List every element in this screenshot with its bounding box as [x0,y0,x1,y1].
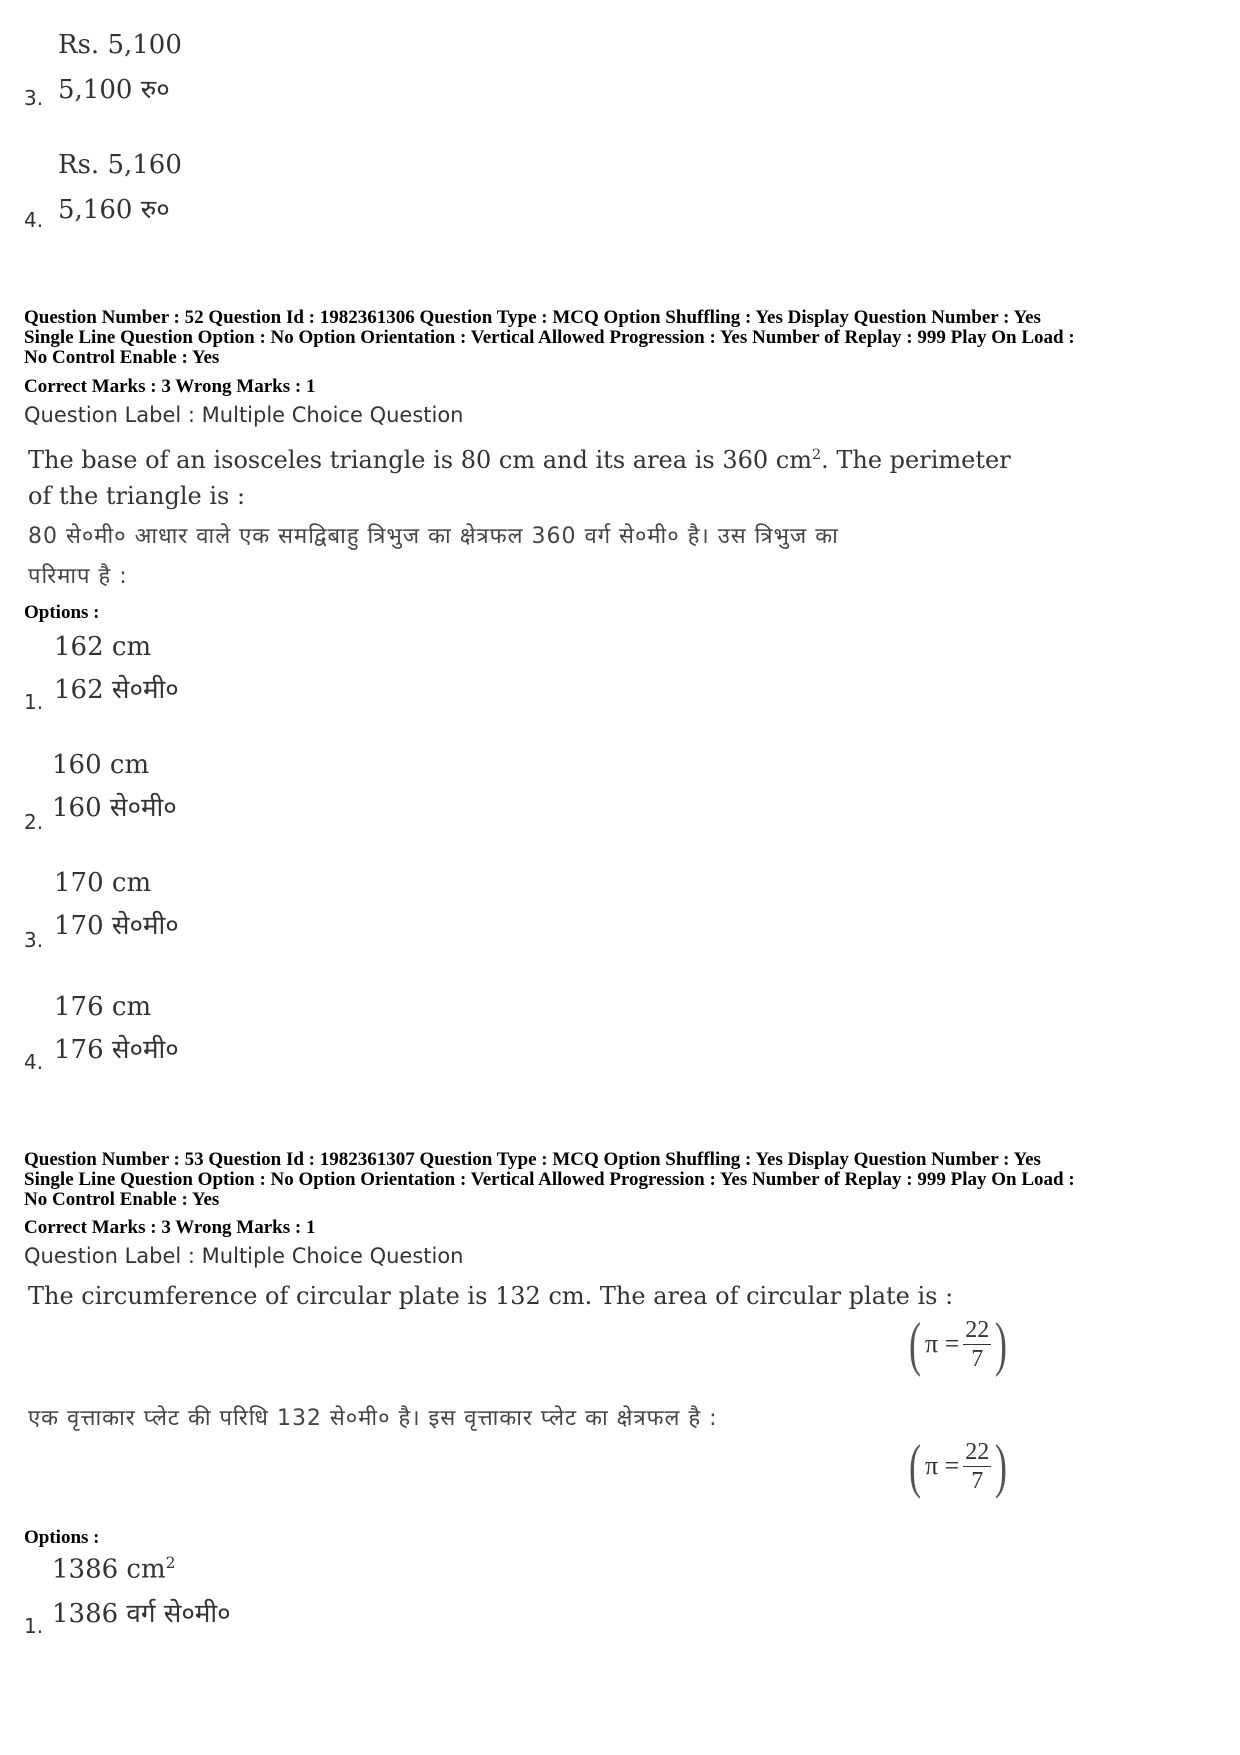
q52-option-4-english[interactable]: 176 cm [54,992,152,1022]
q52-option-1-english[interactable]: 162 cm [54,632,152,662]
pi-numerator: 22 [965,1316,990,1343]
q52-question-text-en: The base of an isosceles triangle is 80 cm and its area is 360 $cm^2$. The perimeter [28,446,1011,474]
q52-options-label: Options : [24,602,100,623]
paren-right: ) [995,1311,1008,1377]
paren-left: ( [908,1433,921,1499]
q52-meta-line2: Single Line Question Option : No Option Orientation : Vertical Allowed Progression : Yes Number of Replay : 999 Play On Load : [24,327,1075,348]
q53-question-text-hi: एक वृत्ताकार प्लेट की परिधि 132 से०मी० है। इस वृत्ताकार प्लेट का क्षेत्रफल है : [28,1406,718,1431]
q52-question-text-hi-line2: परिमाप है : [28,564,128,589]
q52-question-text-hi: 80 से०मी० आधार वाले एक समद्विबाहु त्रिभुज का क्षेत्रफल 360 वर्ग से०मी० है। उस त्रिभुज का [28,524,839,549]
pi-numerator: 22 [965,1438,990,1465]
paren-left: ( [908,1311,921,1377]
q53-pi-formula-1 [905,1311,1011,1377]
q52-meta-line3: No Control Enable : Yes [24,347,220,368]
q53-meta-line2: Single Line Question Option : No Option Orientation : Vertical Allowed Progression : Yes Number of Replay : 999 Play On Load : [24,1169,1075,1190]
q53-question-text-en: The circumference of circular plate is 132 cm. The area of circular plate is : [28,1282,954,1310]
pi-symbol: π = [924,1451,960,1480]
q53-meta-line3: No Control Enable : Yes [24,1189,220,1210]
pi-symbol: π = [924,1329,960,1358]
q52-option-3-hindi[interactable]: 170 से०मी० [54,911,179,941]
q53-meta-line1: Question Number : 53 Question Id : 1982361307 Question Type : MCQ Option Shuffling : Yes Display Question Number : Yes [24,1149,1041,1170]
q52-option-4-number: 4. [24,1050,44,1074]
q52-option-2-number: 2. [24,810,44,834]
pi-fraction [963,1316,991,1373]
q53-option-1-number: 1. [24,1614,44,1638]
paren-right: ) [995,1433,1008,1499]
q53-option-1-hindi[interactable]: 1386 वर्ग से०मी० [52,1599,231,1629]
q53-pi-formula-2 [905,1433,1011,1499]
q52-marks: Correct Marks : 3 Wrong Marks : 1 [24,376,316,397]
pi-fraction [963,1438,991,1495]
option-4-english: Rs. 5,160 [58,150,182,180]
q53-option-1-english[interactable]: 1386 $cm^2$ [52,1554,176,1585]
pi-denominator: 7 [971,1345,984,1372]
option-3-number: 3. [24,86,44,110]
q52-option-3-english[interactable]: 170 cm [54,868,152,898]
option-4-hindi: 5,160 रु० [58,195,170,225]
option-4-number: 4. [24,208,44,232]
q53-question-label: Question Label : Multiple Choice Question [24,1244,464,1268]
q53-options-label: Options : [24,1527,100,1548]
option-3-hindi: 5,100 रु० [58,75,170,105]
q52-option-3-number: 3. [24,928,44,952]
q52-meta-line1: Question Number : 52 Question Id : 1982361306 Question Type : MCQ Option Shuffling : Yes Display Question Number : Yes [24,307,1041,328]
q52-option-1-number: 1. [24,690,44,714]
option-3-english: Rs. 5,100 [58,30,182,60]
q53-marks: Correct Marks : 3 Wrong Marks : 1 [24,1217,316,1238]
q52-option-1-hindi[interactable]: 162 से०मी० [54,675,179,705]
pi-denominator: 7 [971,1467,984,1494]
q52-question-text-en-line2: of the triangle is : [28,482,246,510]
q52-option-4-hindi[interactable]: 176 से०मी० [54,1035,179,1065]
q52-option-2-hindi[interactable]: 160 से०मी० [52,793,177,823]
q52-option-2-english[interactable]: 160 cm [52,750,150,780]
q52-question-label: Question Label : Multiple Choice Question [24,403,464,427]
